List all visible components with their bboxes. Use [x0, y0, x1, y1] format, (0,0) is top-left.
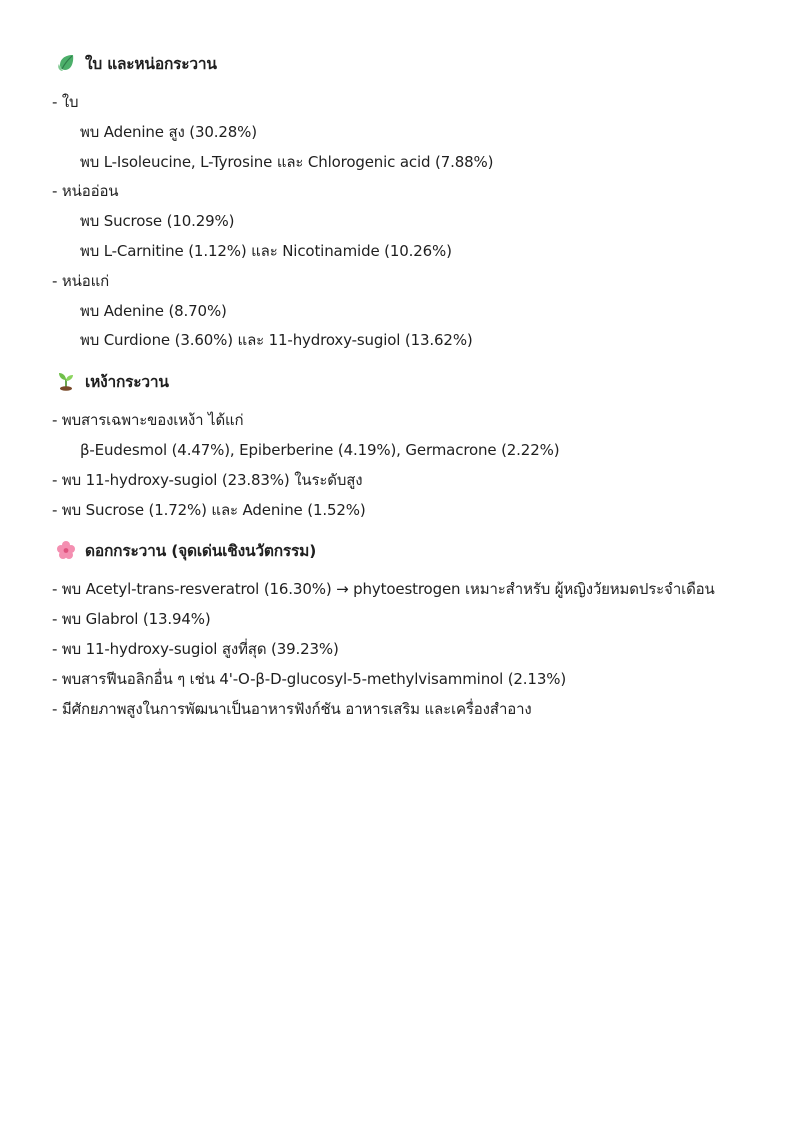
list-item: - พบสารเฉพาะของเหง้า ได้แก่ [52, 411, 244, 430]
seedling-icon [55, 370, 77, 392]
section-title: ใบ และหน่อกระวาน [85, 54, 217, 73]
leaf-icon [55, 52, 77, 74]
section-title: เหง้ากระวาน [85, 372, 169, 391]
section-rhizome [52, 366, 752, 525]
list-item: พบ Adenine (8.70%) [80, 301, 227, 320]
section-flower [52, 535, 752, 724]
list-item: พบ Sucrose (10.29%) [80, 212, 235, 231]
section-heading [55, 535, 752, 565]
list-item: พบ Curdione (3.60%) และ 11-hydroxy-sugiol (13.62%) [80, 331, 473, 350]
section-heading [55, 366, 752, 396]
section-heading [55, 48, 752, 78]
list-item: - พบ Sucrose (1.72%) และ Adenine (1.52%) [52, 500, 366, 519]
section-leaves-shoots [52, 48, 752, 356]
list-item: - หน่ออ่อน [52, 182, 119, 201]
section-title: ดอกกระวาน (จุดเด่นเชิงนวัตกรรม) [85, 541, 317, 560]
list-item: - พบ 11-hydroxy-sugiol สูงที่สุด (39.23%) [52, 639, 339, 658]
list-item: - ใบ [52, 93, 79, 111]
list-item: - หน่อแก่ [52, 271, 110, 290]
document-page [52, 48, 752, 734]
list-item: พบ L-Carnitine (1.12%) และ Nicotinamide (10.26%) [80, 241, 452, 260]
list-item: - พบ Glabrol (13.94%) [52, 610, 211, 629]
list-item: β-Eudesmol (4.47%), Epiberberine (4.19%), Germacrone (2.22%) [80, 440, 560, 459]
list-item: - พบ Acetyl-trans-resveratrol (16.30%) → phytoestrogen เหมาะสำหรับ ผู้หญิงวัยหมดประจำเดือน [52, 580, 715, 599]
list-item: พบ Adenine สูง (30.28%) [80, 122, 257, 141]
list-item: - พบสารฟีนอลิกอื่น ๆ เช่น 4'-O-β-D-glucosyl-5-methylvisamminol (2.13%) [52, 669, 567, 688]
flower-icon [55, 539, 77, 561]
list-item: - มีศักยภาพสูงในการพัฒนาเป็นอาหารฟังก์ชัน อาหารเสริม และเครื่องสำอาง [52, 699, 532, 718]
list-item: พบ L-Isoleucine, L-Tyrosine และ Chlorogenic acid (7.88%) [80, 152, 494, 171]
list-item: - พบ 11-hydroxy-sugiol (23.83%) ในระดับสูง [52, 470, 363, 489]
